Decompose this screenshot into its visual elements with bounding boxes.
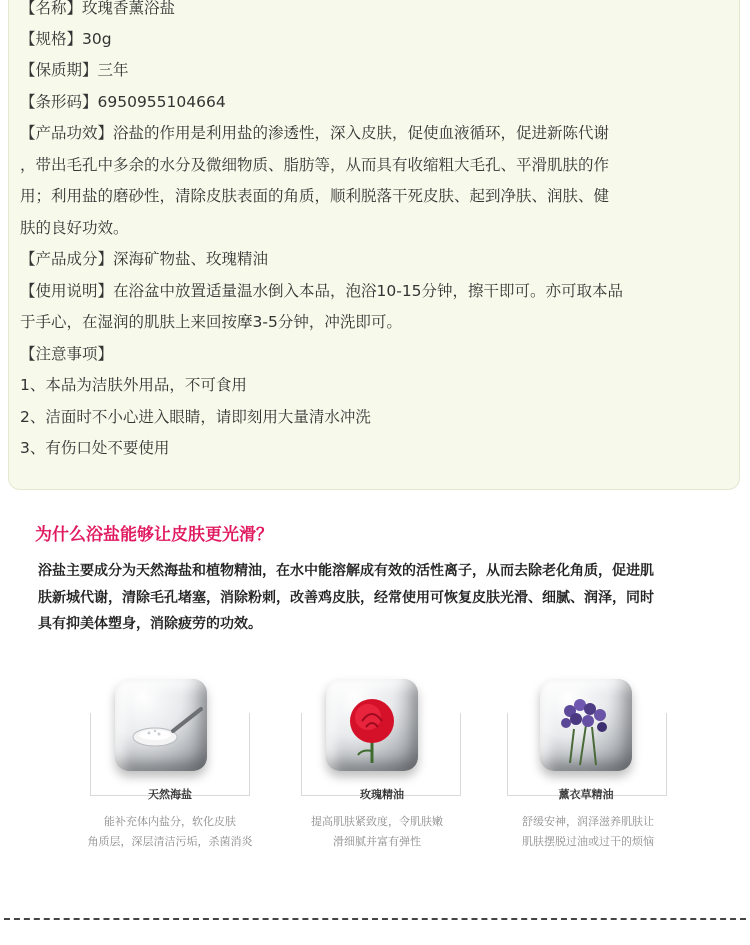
spec-line-shelf-life: 【保质期】三年 xyxy=(20,61,129,79)
spec-line-effect: ，带出毛孔中多余的水分及微细物质、脂肪等，从而具有收缩粗大毛孔、平滑肌肤的作 xyxy=(20,156,610,174)
spec-line-size: 【规格】30g xyxy=(20,30,112,48)
spec-line-usage: 于手心，在湿润的肌肤上来回按摩3-5分钟，冲洗即可。 xyxy=(20,313,402,331)
question-body-line: 肤新城代谢，清除毛孔堵塞，消除粉刺，改善鸡皮肤，经常使用可恢复皮肤光滑、细腻、润泽，同时 xyxy=(38,590,654,606)
sea-salt-spoon-icon xyxy=(115,679,207,771)
ingredient-desc-line: 提高肌肤紧致度，令肌肤嫩 xyxy=(311,815,443,828)
spec-line-usage: 【使用说明】在浴盆中放置适量温水倒入本品，泡浴10-15分钟，擦干即可。亦可取本品 xyxy=(20,282,624,300)
question-body-line: 具有抑美体塑身，消除疲劳的功效。 xyxy=(38,616,262,632)
spec-line-notice-item: 2、洁面时不小心进入眼睛，请即刻用大量清水冲洗 xyxy=(20,408,371,426)
ingredient-desc-line: 角质层，深层清洁污垢，杀菌消炎 xyxy=(87,835,253,848)
question-body-line: 浴盐主要成分为天然海盐和植物精油，在水中能溶解成有效的活性离子，从而去除老化角质，促进肌 xyxy=(38,563,654,579)
lavender-in-ice-icon xyxy=(540,679,632,771)
spec-line-effect: 【产品功效】浴盐的作用是利用盐的渗透性，深入皮肤，促使血液循环，促进新陈代谢 xyxy=(20,124,610,142)
rose-in-ice-icon xyxy=(326,679,418,771)
spec-line-notice-heading: 【注意事项】 xyxy=(20,345,114,363)
spec-line-notice-item: 3、有伤口处不要使用 xyxy=(20,439,170,457)
ingredient-name: 薰衣草精油 xyxy=(558,788,614,801)
ingredient-desc-line: 能补充体内盐分，软化皮肤 xyxy=(104,815,236,828)
ingredient-name: 玫瑰精油 xyxy=(360,788,404,801)
spec-line-effect: 肤的良好功效。 xyxy=(20,219,129,237)
dashed-divider xyxy=(4,918,746,920)
spec-line-name: 【名称】玫瑰香薰浴盐 xyxy=(20,0,176,17)
ingredient-name: 天然海盐 xyxy=(148,788,192,801)
ingredient-desc-line: 滑细腻并富有弹性 xyxy=(333,835,421,848)
spec-line-effect: 用；利用盐的磨砂性，清除皮肤表面的角质，顺利脱落干死皮肤、起到净肤、润肤、健 xyxy=(20,187,610,205)
spec-line-notice-item: 1、本品为洁肤外用品，不可食用 xyxy=(20,376,247,394)
spec-line-barcode: 【条形码】6950955104664 xyxy=(20,93,226,111)
ingredient-desc-line: 肌肤摆脱过油或过干的烦恼 xyxy=(522,835,654,848)
spec-line-ingredients: 【产品成分】深海矿物盐、玫瑰精油 xyxy=(20,250,269,268)
ingredient-desc-line: 舒缓安神，润泽滋养肌肤让 xyxy=(522,815,654,828)
question-title: 为什么浴盐能够让皮肤更光滑？ xyxy=(35,525,273,545)
